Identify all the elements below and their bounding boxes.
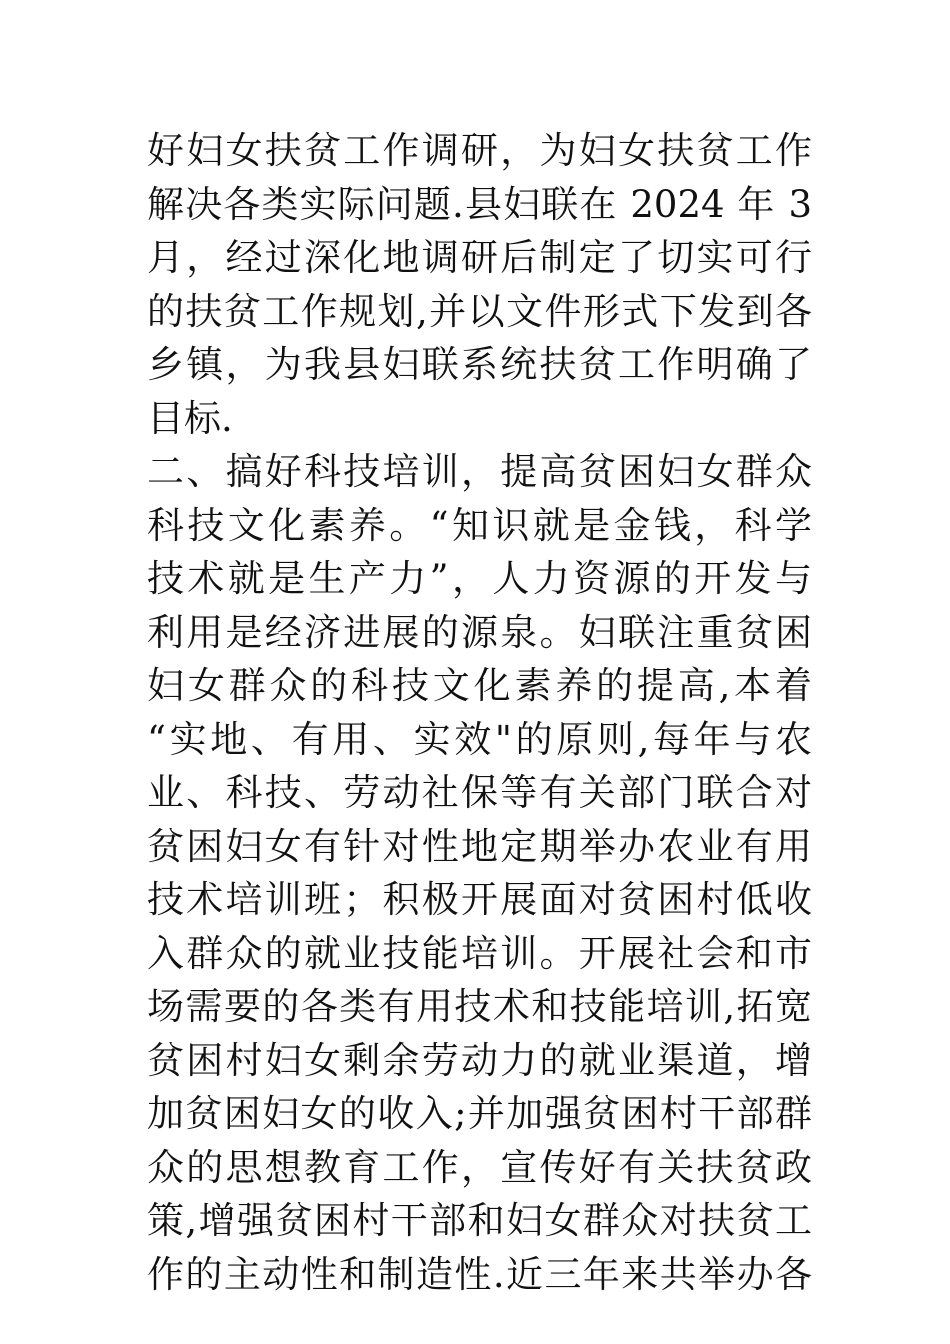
text-line-20: 众的思想教育工作，宣传好有关扶贫政: [147, 1145, 812, 1189]
text-line-2: 解决各类实际问题.县妇联在 2024 年 3: [147, 182, 812, 226]
text-line-15: 技术培训班；积极开展面对贫困村低收: [147, 878, 812, 921]
text-line-21: 策,增强贫困村干部和妇女群众对扶贫工: [147, 1199, 812, 1242]
text-line-9: 技术就是生产力”，人力资源的开发与: [147, 557, 812, 600]
text-line-8: 科技文化素养。“知识就是金钱，科学: [147, 503, 812, 547]
text-line-14: 贫困妇女有针对性地定期举办农业有用: [147, 824, 812, 868]
text-line-22: 作的主动性和制造性.近三年来共举办各: [147, 1252, 812, 1296]
text-line-11: 妇女群众的科技文化素养的提高,本着: [147, 664, 812, 707]
text-line-5: 乡镇，为我县妇联系统扶贫工作明确了: [147, 343, 812, 386]
text-line-1: 好妇女扶贫工作调研，为妇女扶贫工作: [147, 129, 812, 172]
text-line-19: 加贫困妇女的收入;并加强贫困村干部群: [147, 1092, 812, 1135]
text-line-16: 入群众的就业技能培训。开展社会和市: [147, 931, 812, 975]
text-line-10: 利用是经济进展的源泉。妇联注重贫困: [147, 610, 812, 654]
text-line-13: 业、科技、劳动社保等有关部门联合对: [147, 771, 812, 814]
text-line-4: 的扶贫工作规划,并以文件形式下发到各: [147, 289, 812, 333]
body-text: [147, 124, 812, 1301]
text-line-3: 月，经过深化地调研后制定了切实可行: [147, 236, 812, 279]
text-line-12: “实地、有用、实效"的原则,每年与农: [147, 717, 812, 761]
text-line-7: 二、搞好科技培训，提高贫困妇女群众: [147, 450, 812, 493]
text-line-17: 场需要的各类有用技术和技能培训,拓宽: [147, 985, 812, 1028]
text-line-18: 贫困村妇女剩余劳动力的就业渠道，增: [147, 1038, 812, 1082]
text-line-6: 目标.: [147, 396, 233, 440]
